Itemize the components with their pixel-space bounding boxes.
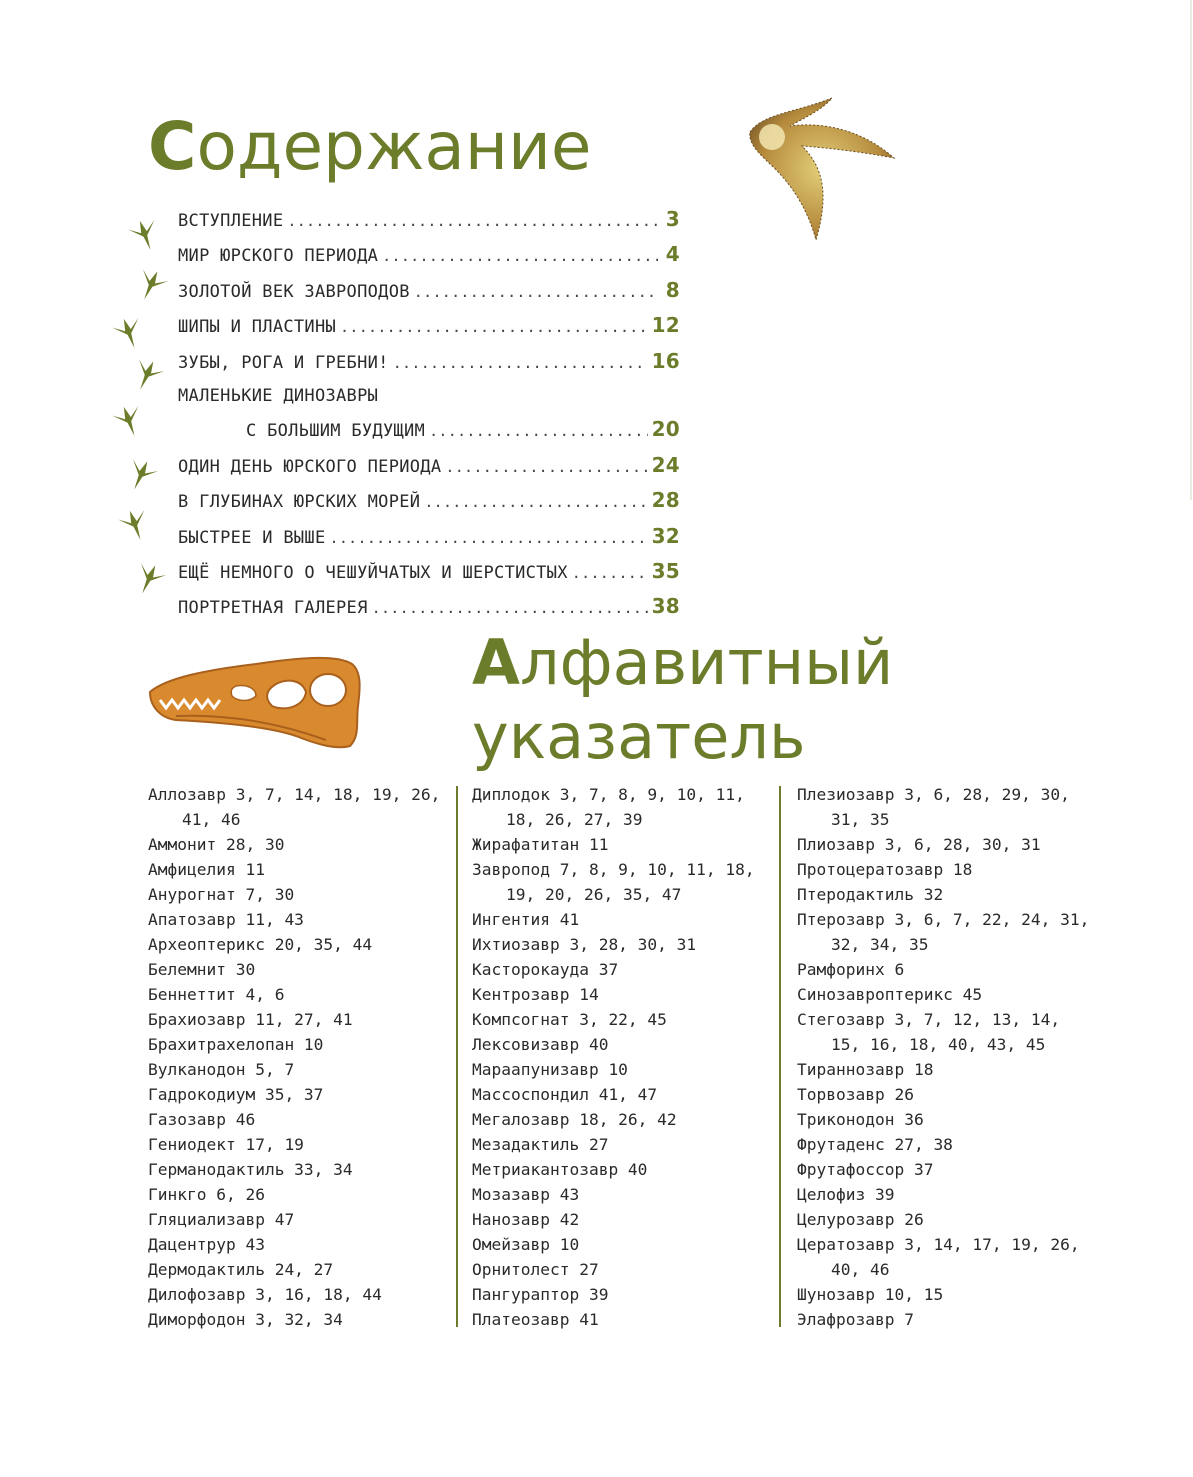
index-entry: Газозавр 46 xyxy=(148,1110,256,1129)
toc-leader-dots xyxy=(424,486,647,519)
index-entry: Тираннозавр 18 xyxy=(797,1060,934,1079)
index-entry: Массоспондил 41, 47 xyxy=(472,1085,658,1104)
dinosaur-footprint-icon xyxy=(118,452,163,497)
index-entry: Синозавроптерикс 45 xyxy=(797,985,983,1004)
index-entry: Дермодактиль 24, 27 xyxy=(148,1260,334,1279)
index-entry: Целурозавр 26 xyxy=(797,1210,924,1229)
toc-entry-label: МАЛЕНЬКИЕ ДИНОЗАВРЫ xyxy=(178,386,379,407)
index-entry: Мезадактиль 27 xyxy=(472,1135,609,1154)
index-entry: Мегалозавр 18, 26, 42 xyxy=(472,1110,677,1129)
toc-title xyxy=(148,108,592,185)
column-divider xyxy=(779,786,781,1327)
index-entry: Ингентия 41 xyxy=(472,910,580,929)
toc-entry-label: С БОЛЬШИМ БУДУЩИМ xyxy=(246,421,426,442)
toc-entry-page: 16 xyxy=(651,348,680,373)
index-entry: Триконодон 36 xyxy=(797,1110,924,1129)
toc-entry-label: ОДИН ДЕНЬ ЮРСКОГО ПЕРИОДА xyxy=(178,456,442,477)
toc-leader-dots xyxy=(572,557,648,590)
toc-entry-page: 8 xyxy=(665,277,680,302)
toc-entry-page: 12 xyxy=(651,313,680,338)
dinosaur-footprint-icon xyxy=(128,262,173,307)
index-entry: Компсогнат 3, 22, 45 xyxy=(472,1010,667,1029)
index-entry: Целофиз 39 xyxy=(797,1185,895,1204)
index-entry: Плиозавр 3, 6, 28, 30, 31 xyxy=(797,835,1041,854)
index-entry: Касторокауда 37 xyxy=(472,960,619,979)
index-entry: Брахиозавр 11, 27, 41 xyxy=(148,1010,353,1029)
toc-entry[interactable] xyxy=(178,309,680,344)
toc-entry[interactable] xyxy=(178,238,680,273)
toc-entry-page: 35 xyxy=(651,559,680,584)
index-entry: Аллозавр 3, 7, 14, 18, 19, 26, 41, 46 xyxy=(148,785,441,829)
large-footprint-illustration xyxy=(742,92,902,246)
index-entry: Завропод 7, 8, 9, 10, 11, 18, 19, 20, 26, 35, 47 xyxy=(472,860,755,904)
toc-entry[interactable] xyxy=(178,203,680,238)
index-entry: Дацентрур 43 xyxy=(148,1235,265,1254)
index-entry: Ихтиозавр 3, 28, 30, 31 xyxy=(472,935,697,954)
toc-entry[interactable] xyxy=(178,274,680,309)
index-entry: Гадрокодиум 35, 37 xyxy=(148,1085,324,1104)
index-entry: Аммонит 28, 30 xyxy=(148,835,285,854)
index-entry: Дилофозавр 3, 16, 18, 44 xyxy=(148,1285,382,1304)
dinosaur-footprint-icon xyxy=(123,213,167,257)
toc-list xyxy=(178,203,680,626)
toc-leader-dots xyxy=(393,347,648,380)
index-entry: Гляциализавр 47 xyxy=(148,1210,295,1229)
toc-entry[interactable] xyxy=(178,590,680,625)
index-entry: Пангураптор 39 xyxy=(472,1285,609,1304)
toc-entry[interactable] xyxy=(178,345,680,380)
toc-entry-page: 4 xyxy=(665,242,680,267)
index-column-1 xyxy=(148,782,448,1332)
index-entry: Стегозавр 3, 7, 12, 13, 14, 15, 16, 18, 40, 43, 45 xyxy=(797,1010,1061,1054)
toc-entry[interactable] xyxy=(178,520,680,555)
toc-entry-page: 24 xyxy=(651,452,680,477)
toc-entry-page: 3 xyxy=(665,207,680,231)
index-entry: Кентрозавр 14 xyxy=(472,985,599,1004)
index-entry: Вулканодон 5, 7 xyxy=(148,1060,295,1079)
toc-entry[interactable] xyxy=(178,380,680,413)
toc-title-capital: С xyxy=(148,108,197,185)
toc-entry-label: ПОРТРЕТНАЯ ГАЛЕРЕЯ xyxy=(178,598,368,619)
index-entry: Мараапунизавр 10 xyxy=(472,1060,628,1079)
toc-leader-dots xyxy=(429,415,647,448)
toc-leader-dots xyxy=(340,311,648,344)
toc-entry-label: ШИПЫ И ПЛАСТИНЫ xyxy=(178,317,337,338)
index-entry: Фрутафоссор 37 xyxy=(797,1160,934,1179)
index-title-line-1 xyxy=(472,626,894,699)
toc-leader-dots xyxy=(445,451,647,484)
toc-entry-label: МИР ЮРСКОГО ПЕРИОДА xyxy=(178,246,379,267)
index-title-rest: лфавитный xyxy=(519,626,894,699)
index-column-3 xyxy=(797,782,1097,1332)
index-entry: Беннеттит 4, 6 xyxy=(148,985,285,1004)
toc-entry-page: 38 xyxy=(651,594,680,619)
toc-leader-dots xyxy=(330,522,648,555)
dinosaur-skull-illustration xyxy=(146,650,370,758)
toc-leader-dots xyxy=(414,276,658,309)
toc-entry-label: ЗУБЫ, РОГА И ГРЕБНИ! xyxy=(178,352,389,373)
index-entry: Археоптерикс 20, 35, 44 xyxy=(148,935,373,954)
dinosaur-footprint-icon xyxy=(113,503,157,547)
index-entry: Элафрозавр 7 xyxy=(797,1310,914,1329)
dinosaur-footprint-icon xyxy=(107,399,151,443)
toc-leader-dots xyxy=(382,240,658,273)
index-entry: Цератозавр 3, 14, 17, 19, 26, 40, 46 xyxy=(797,1235,1080,1279)
toc-entry-label: ВСТУПЛЕНИЕ xyxy=(178,211,284,231)
toc-entry-page: 32 xyxy=(651,523,680,548)
index-entry: Плезиозавр 3, 6, 28, 29, 30, 31, 35 xyxy=(797,785,1070,829)
index-entry: Гениодект 17, 19 xyxy=(148,1135,304,1154)
index-entry: Мозазавр 43 xyxy=(472,1185,580,1204)
index-entry: Анурогнат 7, 30 xyxy=(148,885,295,904)
index-entry: Германодактиль 33, 34 xyxy=(148,1160,353,1179)
toc-entry-label: БЫСТРЕЕ И ВЫШЕ xyxy=(178,527,326,548)
toc-entry-label: В ГЛУБИНАХ ЮРСКИХ МОРЕЙ xyxy=(178,492,421,513)
toc-entry-page: 28 xyxy=(651,488,680,513)
toc-entry-label: ЗОЛОТОЙ ВЕК ЗАВРОПОДОВ xyxy=(178,281,410,302)
dinosaur-footprint-icon xyxy=(107,311,151,355)
dinosaur-footprint-icon xyxy=(126,556,171,601)
toc-entry[interactable] xyxy=(178,449,680,484)
index-entry: Гинкго 6, 26 xyxy=(148,1185,265,1204)
toc-entry[interactable] xyxy=(178,413,680,448)
toc-entry[interactable] xyxy=(178,555,680,590)
index-entry: Лексовизавр 40 xyxy=(472,1035,609,1054)
index-entry: Амфицелия 11 xyxy=(148,860,265,879)
toc-entry-label: ЕЩЁ НЕМНОГО О ЧЕШУЙЧАТЫХ И ШЕРСТИСТЫХ xyxy=(178,563,568,584)
index-entry: Орнитолест 27 xyxy=(472,1260,599,1279)
index-entry: Птеродактиль 32 xyxy=(797,885,944,904)
index-column-2 xyxy=(472,782,772,1332)
index-entry: Диплодок 3, 7, 8, 9, 10, 11, 18, 26, 27, 39 xyxy=(472,785,745,829)
dinosaur-footprint-icon xyxy=(124,352,169,397)
index-title-capital: А xyxy=(472,626,520,699)
index-entry: Торвозавр 26 xyxy=(797,1085,914,1104)
toc-leader-dots xyxy=(372,592,648,625)
toc-leader-dots xyxy=(287,205,658,238)
index-entry: Жирафатитан 11 xyxy=(472,835,609,854)
index-entry: Шунозавр 10, 15 xyxy=(797,1285,944,1304)
index-entry: Фрутаденс 27, 38 xyxy=(797,1135,953,1154)
index-entry: Птерозавр 3, 6, 7, 22, 24, 31, 32, 34, 35 xyxy=(797,910,1090,954)
index-entry: Платеозавр 41 xyxy=(472,1310,599,1329)
index-entry: Белемнит 30 xyxy=(148,960,256,979)
index-entry: Брахитрахелопан 10 xyxy=(148,1035,324,1054)
index-entry: Протоцератозавр 18 xyxy=(797,860,973,879)
index-entry: Рамфоринх 6 xyxy=(797,960,905,979)
toc-title-rest: одержание xyxy=(196,108,592,185)
toc-entry-page: 20 xyxy=(651,417,680,442)
index-entry: Метриакантозавр 40 xyxy=(472,1160,648,1179)
column-divider xyxy=(456,786,458,1327)
index-entry: Омейзавр 10 xyxy=(472,1235,580,1254)
toc-entry[interactable] xyxy=(178,484,680,519)
page-edge-line xyxy=(1190,0,1192,500)
index-entry: Нанозавр 42 xyxy=(472,1210,580,1229)
index-entry: Апатозавр 11, 43 xyxy=(148,910,304,929)
index-title-line-2: указатель xyxy=(472,700,806,773)
index-entry: Диморфодон 3, 32, 34 xyxy=(148,1310,343,1329)
